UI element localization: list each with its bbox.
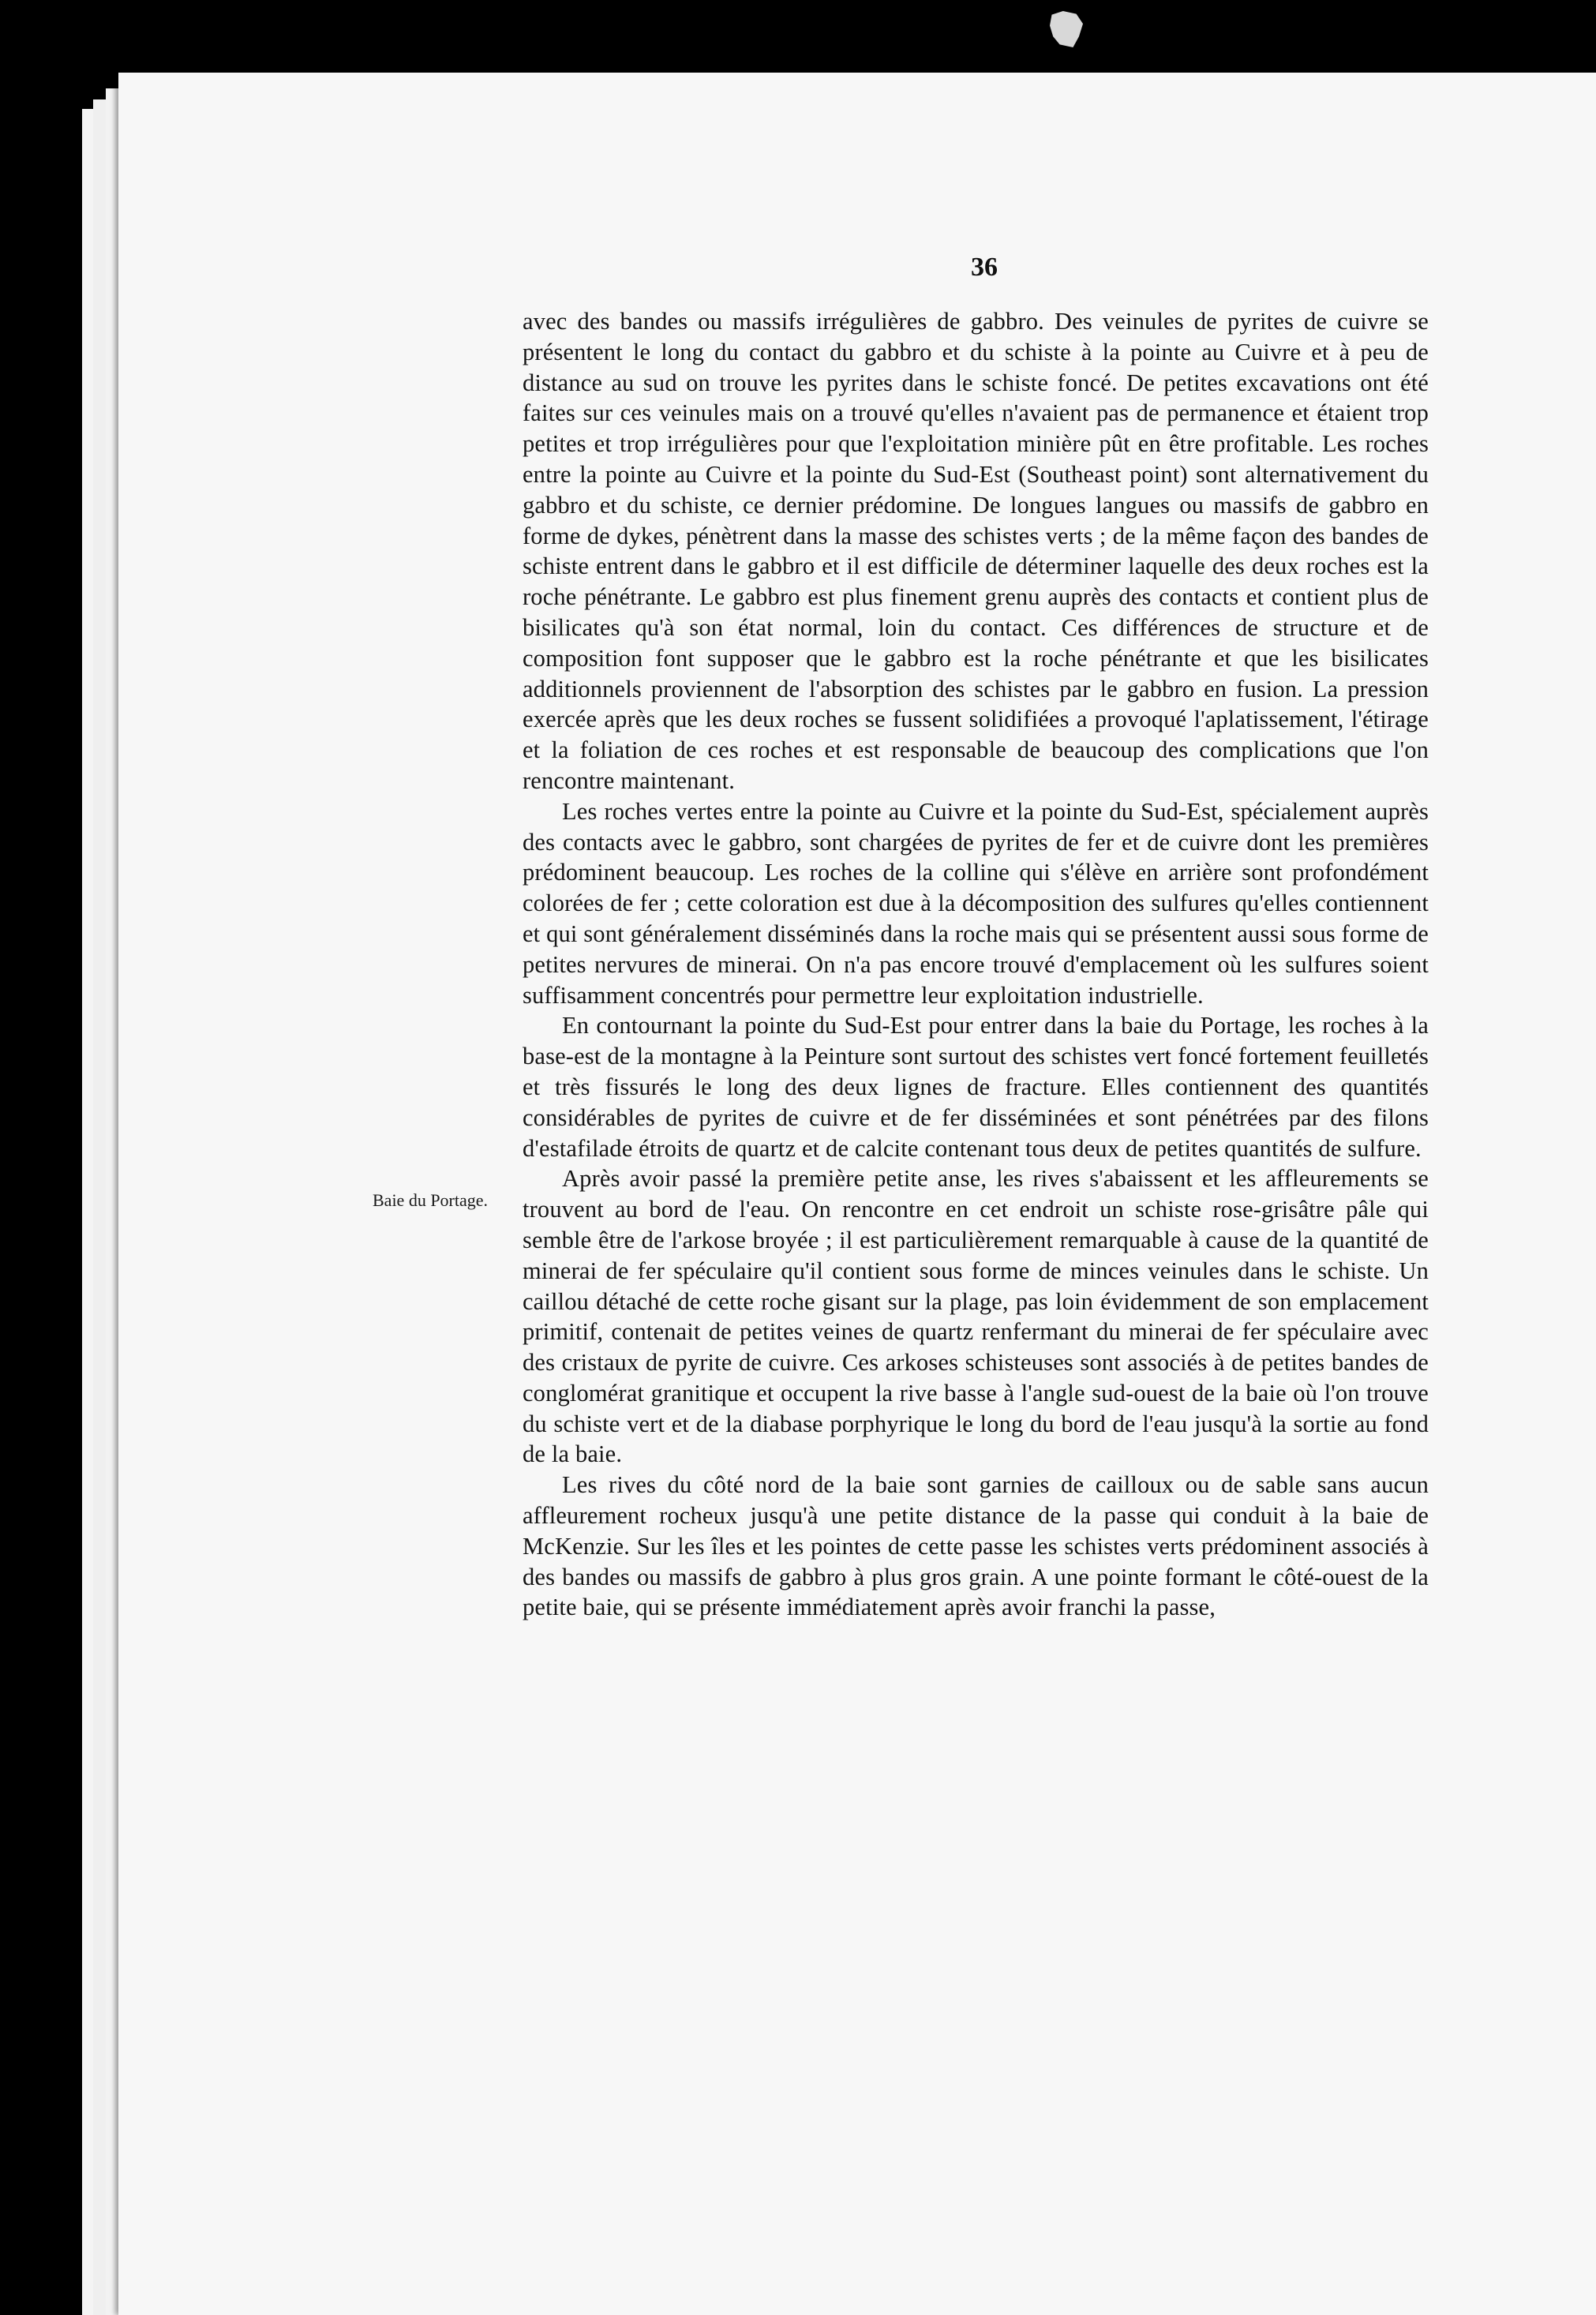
paragraph: Les rives du côté nord de la baie sont garnies de cailloux ou de sable sans aucun affleurement rocheux jusqu'à une petite distance de la passe qui conduit à la baie de McKenzie. Sur les îles et les pointes de cette passe les schistes verts prédominent associés à des bandes ou massifs de gabbro à plus gros grain. A une pointe formant le côté-ouest de la petite baie, qui se présente immédiatement après avoir franchi la passe, (523, 1471, 1429, 1621)
binder-clip-mark (1050, 11, 1083, 47)
margin-note: Baie du Portage. (373, 1190, 489, 1210)
page-number: 36 (971, 253, 998, 282)
paragraph: avec des bandes ou massifs irrégulières de gabbro. Des veinules de pyrites de cuivre se présentent le long du contact du gabbro et du schiste à la pointe au Cuivre et à peu de distance au sud on trouve les pyrites dans le schiste foncé. De petites excavations ont été faites sur ces veinules mais on a trouvé qu'elles n'avaient pas de permanence et étaient trop petites et trop irrégulières pour que l'exploitation minière pût en être profitable. Les roches entre la pointe au Cuivre et la pointe du Sud-Est (Southeast point) sont alternativement du gabbro et du schiste, ce dernier prédomine. De longues langues ou massifs de gabbro en forme de dykes, pénètrent dans la masse des schistes verts ; de la même façon des bandes de schiste entrent dans le gabbro et il est difficile de déterminer laquelle des deux roches est la roche pénétrante. Le gabbro est plus finement grenu auprès des contacts et contient plus de bisilicates qu'à son état normal, loin du contact. Ces différences de structure et de composition font supposer que le gabbro est la roche pénétrante et que les bisilicates additionnels proviennent de l'absorption des schistes par le gabbro en fusion. La pression exercée après que les deux roches se fussent solidifiées a provoqué l'aplatissement, l'étirage et la foliation de ces roches et est responsable de beaucoup des complications que l'on rencontre maintenant. (523, 308, 1429, 794)
paragraph: Les roches vertes entre la pointe au Cuivre et la pointe du Sud-Est, spécialement auprès des contacts avec le gabbro, sont chargées de pyrites de fer et de cuivre dont les premières prédominent beaucoup. Les roches de la colline qui s'élève en arrière sont profondément colorées de fer ; cette coloration est due à la décomposition des sulfures qu'elles contiennent et qui sont généralement disséminés dans la roche mais qui se présentent aussi sous forme de petites nervures de minerai. On n'a pas encore trouvé d'emplacement où les sulfures soient suffisamment concentrés pour permettre leur exploitation industrielle. (523, 797, 1429, 1009)
paragraph: En contournant la pointe du Sud-Est pour entrer dans la baie du Portage, les roches à la base-est de la montagne à la Peinture sont surtout des schistes vert foncé fortement feuilletés et très fissurés le long des deux lignes de fracture. Elles contiennent des quantités considérables de pyrites de cuivre et de fer disséminées et sont pénétrées par des filons d'estafilade étroits de quartz et de calcite contenant tous deux de petites quantités de sulfure. (523, 1012, 1429, 1162)
paragraph: Après avoir passé la première petite anse, les rives s'abaissent et les affleurements se trouvent au bord de l'eau. On rencontre en cet endroit un schiste rose-grisâtre pâle qui semble être de l'arkose broyée ; il est particulièrement remarquable à cause de la quantité de minerai de fer spéculaire qu'il contient sous forme de minces veinules dans le schiste. Un caillou détaché de cette roche gisant sur la plage, pas loin évidemment de son emplacement primitif, contenait de petites veines de quartz renfermant du minerai de fer spéculaire avec des cristaux de pyrite de cuivre. Ces arkoses schisteuses sont associés à de petites bandes de conglomérat granitique et occupent la rive basse à l'angle sud-ouest de la baie où l'on trouve du schiste vert et de la diabase porphyrique le long du bord de l'eau jusqu'à la sortie au fond de la baie. (523, 1165, 1429, 1468)
body-text (523, 306, 1429, 1623)
